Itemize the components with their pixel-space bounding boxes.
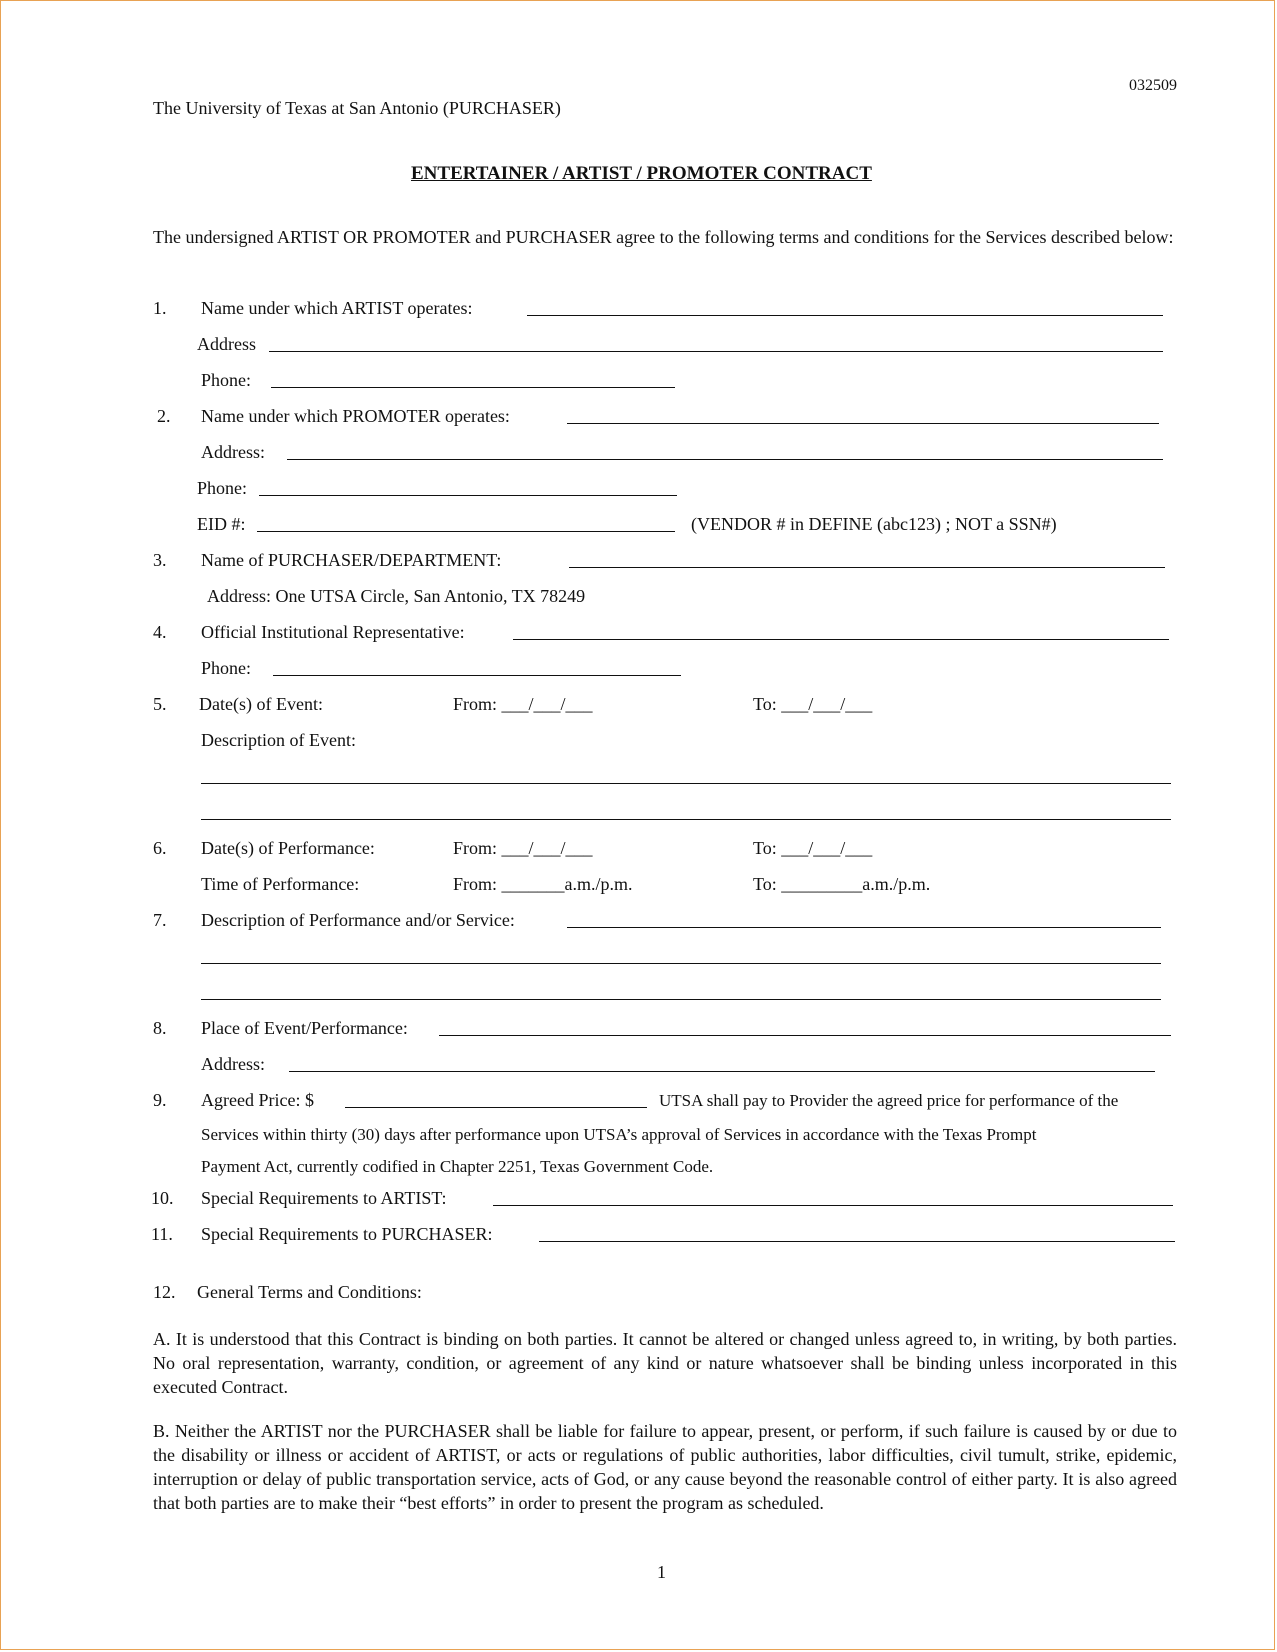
promoter-name-field[interactable]: [567, 423, 1159, 424]
promoter-phone-label: Phone:: [197, 478, 248, 498]
artist-name-field[interactable]: [527, 315, 1163, 316]
term-b-paragraph: B. Neither the ARTIST nor the PURCHASER shall be liable for failure to appear, present, or perform, if such failure is caused by or due to the disability or illness or accident of ARTIST, or acts or regulations of public authorities, labor difficulties, civil tumult, strike, epidemic, interruption or delay of public transportation service, acts of God, or any cause beyond the reasonable control of either party. It is also agreed that both parties are to make their “best efforts” in order to present the program as scheduled.: [153, 1421, 1177, 1513]
item-number: 9.: [153, 1090, 167, 1110]
artist-name-label: Name under which ARTIST operates:: [201, 298, 473, 318]
artist-address-label: Address: [197, 334, 256, 354]
performance-to-field[interactable]: To: ___/___/___: [753, 838, 873, 858]
performance-from-field[interactable]: From: ___/___/___: [453, 838, 593, 858]
page-title: ENTERTAINER / ARTIST / PROMOTER CONTRACT: [411, 163, 872, 184]
artist-phone-field[interactable]: [271, 387, 675, 388]
item-number: 3.: [153, 550, 167, 570]
purchaser-header: The University of Texas at San Antonio (PURCHASER): [153, 98, 561, 118]
place-address-field[interactable]: [289, 1071, 1155, 1072]
official-rep-label: Official Institutional Representative:: [201, 622, 465, 642]
artist-address-field[interactable]: [269, 351, 1163, 352]
item-number: 4.: [153, 622, 167, 642]
requirements-purchaser-label: Special Requirements to PURCHASER:: [201, 1224, 493, 1244]
time-to-field[interactable]: To: _________a.m./p.m.: [753, 874, 931, 894]
item-number: 10.: [151, 1188, 174, 1208]
official-phone-label: Phone:: [201, 658, 252, 678]
place-label: Place of Event/Performance:: [201, 1018, 408, 1038]
place-field[interactable]: [439, 1035, 1171, 1036]
promoter-name-label: Name under which PROMOTER operates:: [201, 406, 510, 426]
performance-description-field[interactable]: [201, 963, 1161, 964]
purchaser-address: Address: One UTSA Circle, San Antonio, TX 78249: [207, 586, 586, 606]
item-number: 5.: [153, 694, 167, 714]
performance-time-label: Time of Performance:: [201, 874, 360, 894]
price-note: UTSA shall pay to Provider the agreed price for performance of the: [659, 1091, 1119, 1110]
artist-phone-label: Phone:: [201, 370, 252, 390]
price-label: Agreed Price: $: [201, 1090, 314, 1110]
item-number: 2.: [157, 406, 171, 426]
page-number: 1: [657, 1562, 666, 1582]
performance-description-field[interactable]: [201, 999, 1161, 1000]
purchaser-dept-label: Name of PURCHASER/DEPARTMENT:: [201, 550, 502, 570]
event-description-field[interactable]: [201, 819, 1171, 820]
item-number: 12.: [153, 1282, 176, 1302]
requirements-artist-field[interactable]: [493, 1205, 1173, 1206]
price-note-line2: Services within thirty (30) days after performance upon UTSA’s approval of Services in accordance with the Texas Prompt: [201, 1125, 1037, 1144]
performance-dates-label: Date(s) of Performance:: [201, 838, 375, 858]
general-terms-heading: General Terms and Conditions:: [197, 1282, 422, 1302]
promoter-address-label: Address:: [201, 442, 265, 462]
event-dates-label: Date(s) of Event:: [199, 694, 323, 714]
official-rep-field[interactable]: [513, 639, 1169, 640]
item-number: 8.: [153, 1018, 167, 1038]
performance-description-field[interactable]: [567, 927, 1161, 928]
item-number: 7.: [153, 910, 167, 930]
item-number: 1.: [153, 298, 167, 318]
term-a-paragraph: A. It is understood that this Contract is binding on both parties. It cannot be altered or changed unless agreed to, in writing, by both parties. No oral representation, warranty, condition, or agreement of any kind or nature whatsoever shall be binding unless incorporated in this executed Contract.: [153, 1329, 1177, 1397]
event-description-label: Description of Event:: [201, 730, 356, 750]
eid-note: (VENDOR # in DEFINE (abc123) ; NOT a SSN#): [691, 514, 1057, 534]
price-note-line3: Payment Act, currently codified in Chapter 2251, Texas Government Code.: [201, 1157, 714, 1176]
time-from-field[interactable]: From: _______a.m./p.m.: [453, 874, 633, 894]
eid-field[interactable]: [257, 531, 675, 532]
performance-description-label: Description of Performance and/or Service:: [201, 910, 515, 930]
eid-label: EID #:: [197, 514, 246, 534]
requirements-artist-label: Special Requirements to ARTIST:: [201, 1188, 447, 1208]
price-field[interactable]: [345, 1107, 647, 1108]
promoter-phone-field[interactable]: [259, 495, 677, 496]
place-address-label: Address:: [201, 1054, 265, 1074]
item-number: 6.: [153, 838, 167, 858]
purchaser-dept-field[interactable]: [569, 567, 1165, 568]
official-phone-field[interactable]: [273, 675, 681, 676]
intro-paragraph: The undersigned ARTIST OR PROMOTER and PURCHASER agree to the following terms and conditions for the Services described below:: [153, 227, 1174, 247]
event-description-field[interactable]: [201, 783, 1171, 784]
event-from-field[interactable]: From: ___/___/___: [453, 694, 593, 714]
item-number: 11.: [151, 1224, 173, 1244]
document-code: 032509: [1129, 77, 1177, 94]
requirements-purchaser-field[interactable]: [539, 1241, 1175, 1242]
promoter-address-field[interactable]: [287, 459, 1163, 460]
event-to-field[interactable]: To: ___/___/___: [753, 694, 873, 714]
